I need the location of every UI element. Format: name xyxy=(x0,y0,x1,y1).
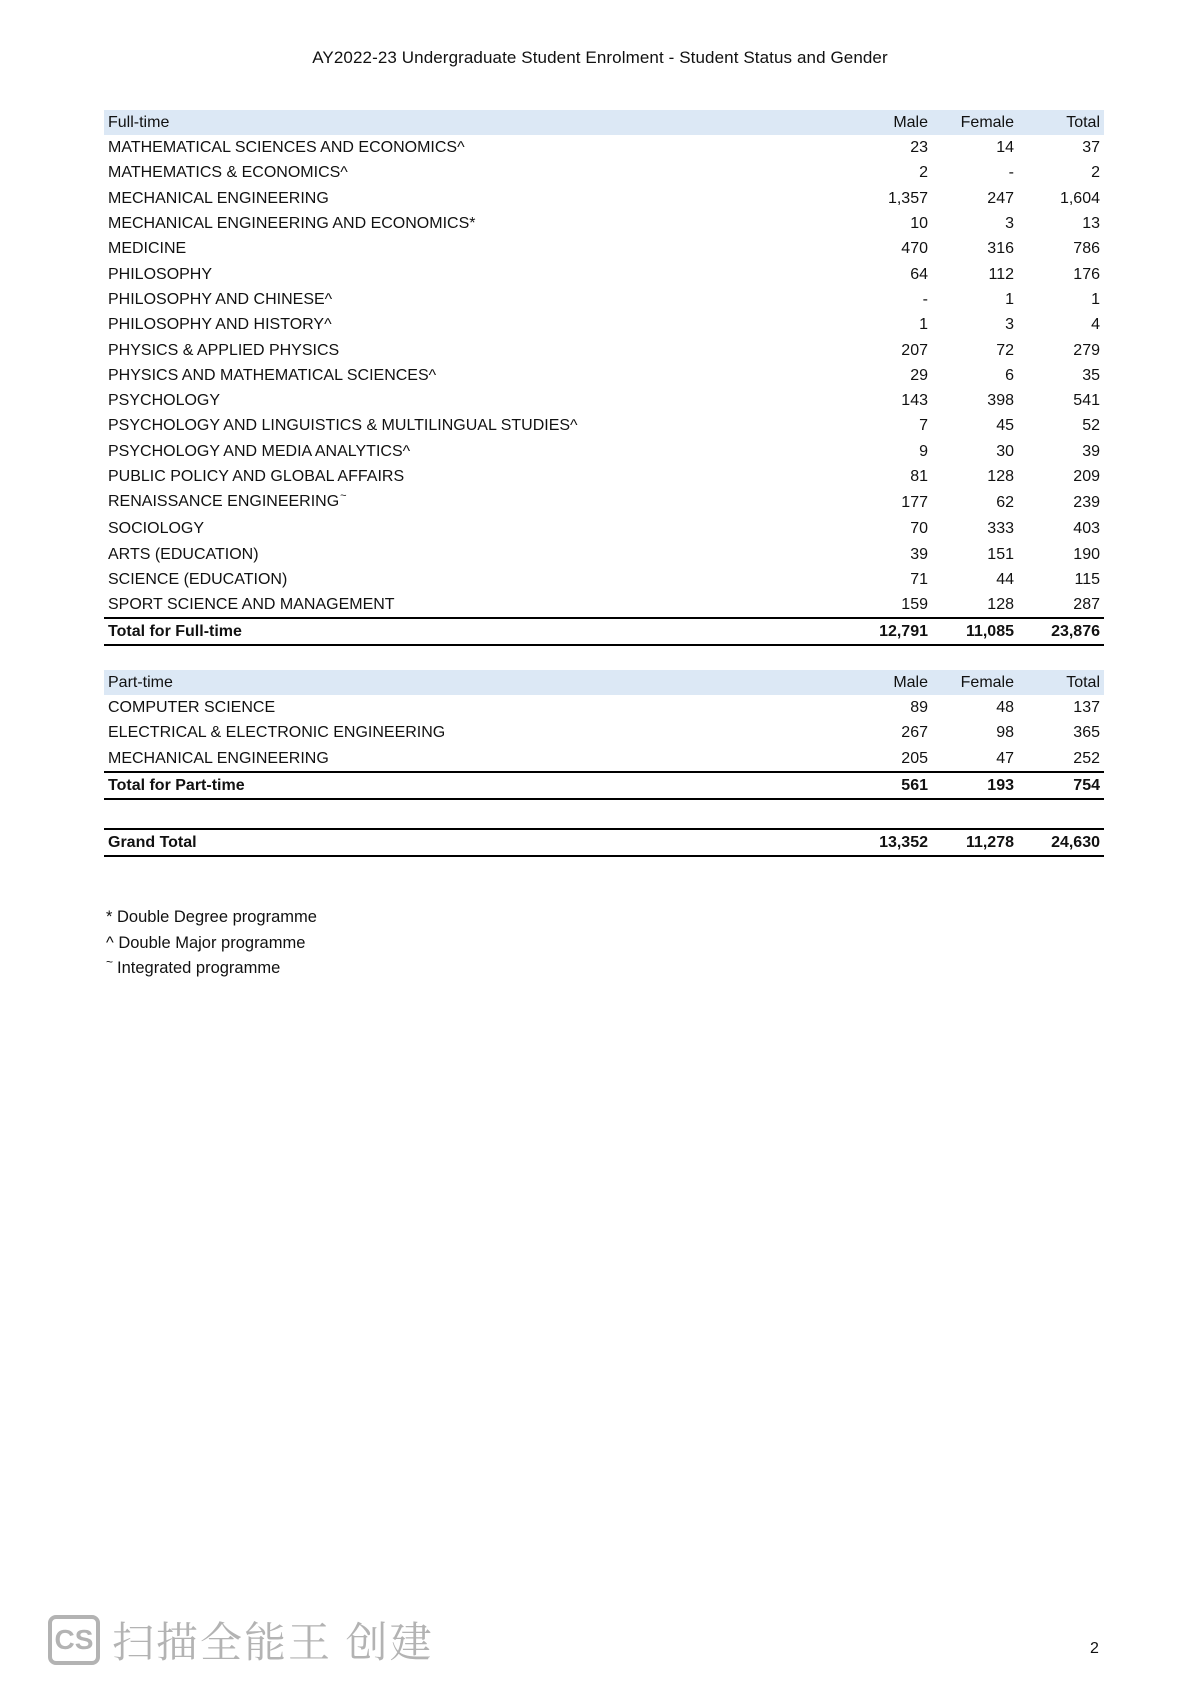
male-count: 470 xyxy=(901,240,928,258)
female-count: 47 xyxy=(996,749,1014,767)
programme-name: COMPUTER SCIENCE xyxy=(108,699,276,717)
total-count: 2 xyxy=(1091,164,1100,182)
page-number: 2 xyxy=(1090,1640,1099,1657)
table-row xyxy=(104,337,1104,362)
female-count: 247 xyxy=(987,189,1014,207)
male-count: 23 xyxy=(910,139,928,157)
full-time-header-row xyxy=(104,110,1104,135)
programme-name-text: RENAISSANCE ENGINEERING xyxy=(108,493,340,511)
total-count: 287 xyxy=(1073,596,1100,614)
part-time-table xyxy=(104,670,1104,800)
tilde-mark: ~ xyxy=(340,490,347,503)
programme-name: MATHEMATICS & ECONOMICS^ xyxy=(108,164,348,182)
female-column-header: Female xyxy=(928,670,1014,695)
male-count: 1 xyxy=(919,316,928,334)
total-count: 365 xyxy=(1073,724,1100,742)
male-count: 143 xyxy=(901,392,928,410)
female-count: 44 xyxy=(996,570,1014,588)
male-count: 29 xyxy=(910,366,928,384)
table-row xyxy=(104,464,1104,489)
grand-total-male: 13,352 xyxy=(842,829,928,856)
total-count: 403 xyxy=(1073,520,1100,538)
programme-name: PUBLIC POLICY AND GLOBAL AFFAIRS xyxy=(108,468,405,485)
total-count: 137 xyxy=(1073,699,1100,717)
page-title: AY2022-23 Undergraduate Student Enrolment - Student Status and Gender xyxy=(312,48,888,67)
programme-name: ELECTRICAL & ELECTRONIC ENGINEERING xyxy=(108,724,446,742)
part-time-total-row xyxy=(104,772,1104,799)
grand-total-female: 11,278 xyxy=(928,829,1014,856)
total-count: 190 xyxy=(1073,545,1100,563)
total-count: 52 xyxy=(1082,417,1100,435)
female-count: 98 xyxy=(996,724,1014,742)
table-row xyxy=(104,312,1104,337)
programme-name: PHILOSOPHY xyxy=(108,265,213,283)
part-time-header-label: Part-time xyxy=(104,670,842,695)
total-count: 541 xyxy=(1073,392,1100,410)
programme-name: SOCIOLOGY xyxy=(108,520,205,538)
table-row xyxy=(104,720,1104,745)
female-count: 151 xyxy=(987,545,1014,563)
female-count: 6 xyxy=(1005,366,1014,384)
female-count: 48 xyxy=(996,699,1014,717)
total-column-header: Total xyxy=(1014,670,1104,695)
part-time-total-male: 561 xyxy=(842,772,928,799)
male-count: 177 xyxy=(901,494,928,512)
full-time-total-total: 23,876 xyxy=(1014,618,1104,645)
male-count: 159 xyxy=(901,596,928,614)
male-count: 9 xyxy=(919,442,928,460)
male-column-header: Male xyxy=(842,670,928,695)
male-count: 64 xyxy=(910,265,928,283)
male-count: 1,357 xyxy=(887,189,928,207)
table-row xyxy=(104,186,1104,211)
male-count: - xyxy=(922,290,928,308)
part-time-header-row xyxy=(104,670,1104,695)
table-row xyxy=(104,439,1104,464)
total-count: 176 xyxy=(1073,265,1100,283)
footnote-double-degree: * Double Degree programme xyxy=(106,908,317,926)
male-count: 10 xyxy=(910,215,928,233)
grand-total-total: 24,630 xyxy=(1014,829,1104,856)
female-count: 128 xyxy=(987,468,1014,485)
table-row xyxy=(104,211,1104,236)
total-count: 13 xyxy=(1082,215,1100,233)
female-count: 3 xyxy=(1005,316,1014,334)
footnote-integrated xyxy=(106,956,317,983)
programme-name: PSYCHOLOGY xyxy=(108,392,221,410)
male-count: 70 xyxy=(910,520,928,538)
total-count: 37 xyxy=(1082,139,1100,157)
grand-total-table xyxy=(104,828,1104,857)
female-column-header: Female xyxy=(928,110,1014,135)
male-count: 205 xyxy=(901,749,928,767)
table-row xyxy=(104,746,1104,772)
camscanner-watermark xyxy=(48,1610,434,1670)
programme-name: MATHEMATICAL SCIENCES AND ECONOMICS^ xyxy=(108,139,465,157)
total-count: 279 xyxy=(1073,341,1100,359)
male-count: 7 xyxy=(919,417,928,435)
programme-name: MECHANICAL ENGINEERING xyxy=(108,749,329,767)
programme-name: SCIENCE (EDUCATION) xyxy=(108,570,288,588)
total-count: 1 xyxy=(1091,290,1100,308)
full-time-table xyxy=(104,110,1104,646)
watermark-text: 扫描全能王 创建 xyxy=(112,1619,434,1666)
female-count: 62 xyxy=(996,494,1014,512)
full-time-total-label: Total for Full-time xyxy=(104,618,842,645)
male-count: 207 xyxy=(901,341,928,359)
footnote-double-major: ^ Double Major programme xyxy=(106,933,306,952)
male-count: 39 xyxy=(910,545,928,563)
total-count: 4 xyxy=(1091,316,1100,334)
programme-name: MECHANICAL ENGINEERING AND ECONOMICS* xyxy=(108,215,476,233)
total-count: 786 xyxy=(1073,240,1100,258)
female-count: 30 xyxy=(996,442,1014,460)
female-count: 112 xyxy=(988,265,1014,283)
table-row xyxy=(104,516,1104,541)
programme-name: PSYCHOLOGY AND MEDIA ANALYTICS^ xyxy=(108,442,411,460)
female-count: 72 xyxy=(996,341,1014,359)
total-count: 209 xyxy=(1073,468,1100,485)
male-count: 89 xyxy=(910,699,928,717)
female-count: 316 xyxy=(987,240,1014,258)
full-time-header-label: Full-time xyxy=(104,110,842,135)
table-row xyxy=(104,567,1104,592)
table-row xyxy=(104,413,1104,438)
programme-name: PHYSICS & APPLIED PHYSICS xyxy=(108,341,340,359)
footnotes xyxy=(106,905,317,983)
programme-name: ARTS (EDUCATION) xyxy=(108,545,259,563)
programme-name: SPORT SCIENCE AND MANAGEMENT xyxy=(108,596,395,614)
female-count: 1 xyxy=(1005,290,1014,308)
female-count: 14 xyxy=(996,139,1014,157)
part-time-total-total: 754 xyxy=(1014,772,1104,799)
male-column-header: Male xyxy=(842,110,928,135)
total-count: 252 xyxy=(1073,749,1100,767)
table-row xyxy=(104,261,1104,286)
camscanner-logo-icon: CS xyxy=(48,1615,100,1665)
table-row xyxy=(104,388,1104,413)
table-row xyxy=(104,160,1104,185)
programme-name: PSYCHOLOGY AND LINGUISTICS & MULTILINGUAL STUDIES^ xyxy=(108,417,578,435)
tilde-mark: ~ xyxy=(106,955,114,969)
table-row xyxy=(104,135,1104,160)
total-count: 239 xyxy=(1073,494,1100,512)
part-time-total-female: 193 xyxy=(928,772,1014,799)
table-row xyxy=(104,363,1104,388)
grand-total-row xyxy=(104,829,1104,856)
table-row xyxy=(104,236,1104,261)
table-row xyxy=(104,695,1104,720)
male-count: 81 xyxy=(910,468,928,485)
full-time-total-male: 12,791 xyxy=(842,618,928,645)
programme-name: PHYSICS AND MATHEMATICAL SCIENCES^ xyxy=(108,366,437,384)
female-count: 3 xyxy=(1005,215,1014,233)
female-count: 398 xyxy=(987,392,1014,410)
grand-total-label: Grand Total xyxy=(104,829,842,856)
male-count: 267 xyxy=(901,724,928,742)
footnote-integrated-text: Integrated programme xyxy=(117,959,281,977)
programme-name xyxy=(104,489,842,516)
part-time-total-label: Total for Part-time xyxy=(104,772,842,799)
total-column-header: Total xyxy=(1014,110,1104,135)
programme-name: MECHANICAL ENGINEERING xyxy=(108,189,329,207)
female-count: 128 xyxy=(987,596,1014,614)
female-count: 45 xyxy=(996,417,1014,435)
total-count: 39 xyxy=(1082,442,1100,460)
total-count: 1,604 xyxy=(1059,189,1100,207)
full-time-total-female: 11,085 xyxy=(928,618,1014,645)
total-count: 35 xyxy=(1082,366,1100,384)
table-row xyxy=(104,541,1104,566)
total-count: 115 xyxy=(1074,570,1100,588)
table-row xyxy=(104,287,1104,312)
programme-name: PHILOSOPHY AND CHINESE^ xyxy=(108,290,333,308)
male-count: 2 xyxy=(919,164,928,182)
full-time-total-row xyxy=(104,618,1104,645)
table-row xyxy=(104,592,1104,618)
female-count: 333 xyxy=(987,520,1014,538)
table-row xyxy=(104,489,1104,516)
programme-name: MEDICINE xyxy=(108,240,187,258)
programme-name: PHILOSOPHY AND HISTORY^ xyxy=(108,316,332,334)
male-count: 71 xyxy=(910,570,928,588)
female-count: - xyxy=(1008,164,1014,182)
